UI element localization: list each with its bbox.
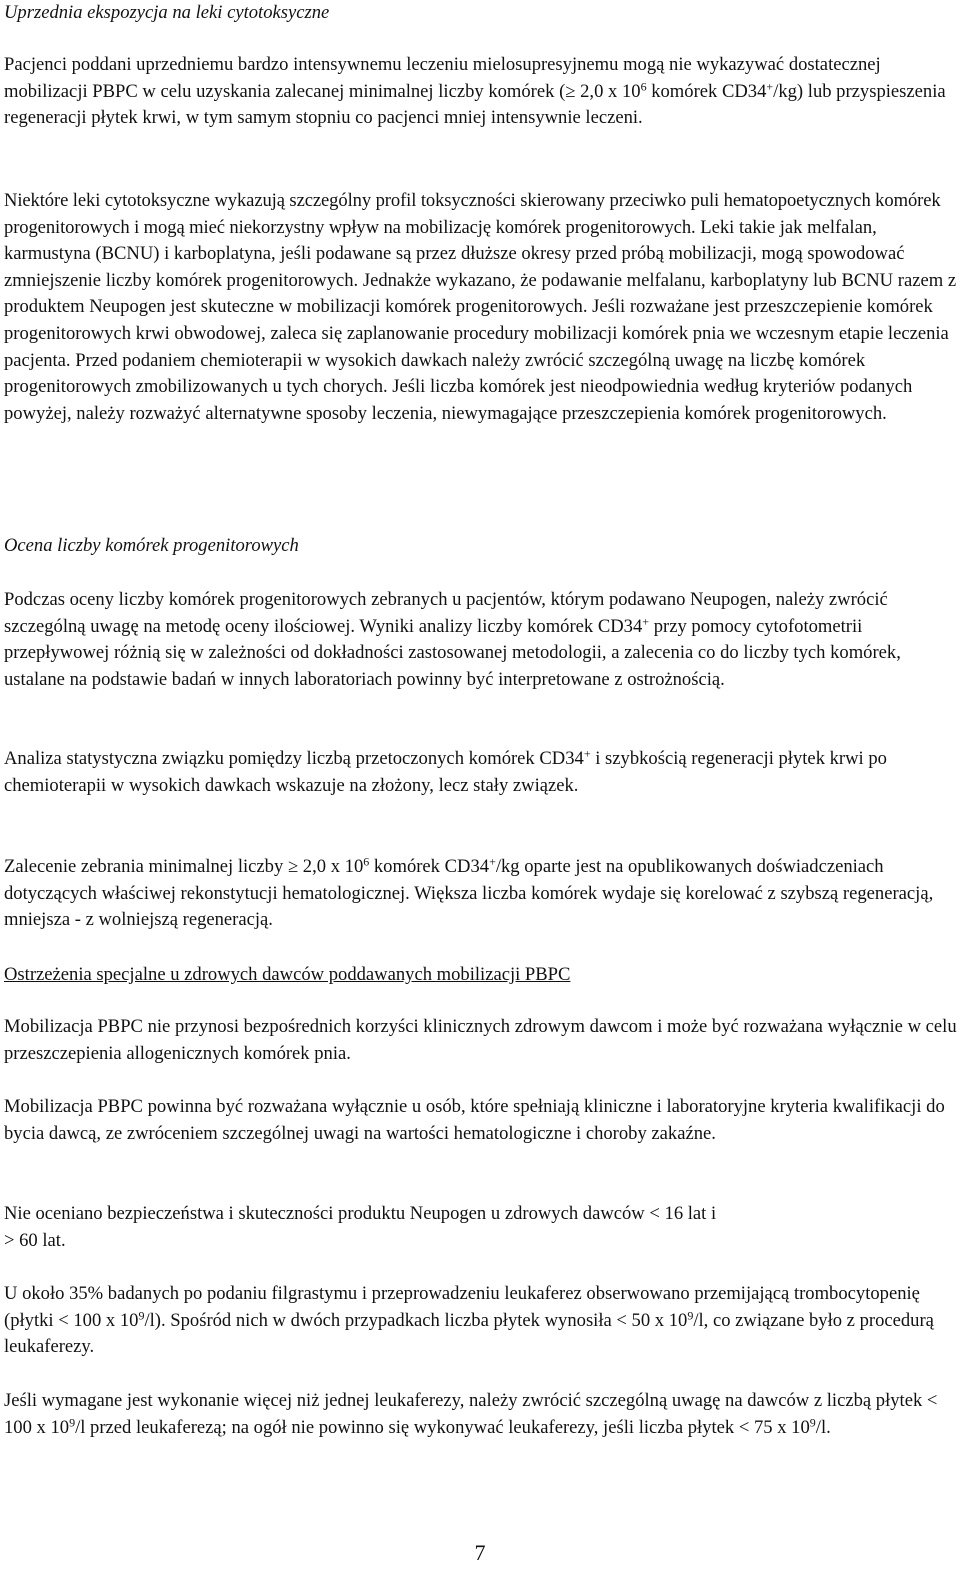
text-run: U około 35% badanych po podaniu filgrastymu i przeprowadzeniu leukaferez obserwowano przemijającą trombocytopenię (płytki < 100 x 10: [4, 1283, 920, 1331]
page-number: 7: [474, 1540, 486, 1565]
text-run: Leki takie jak melfalan, karmustyna (BCNU) i karboplatyna, jeśli podawane są przez dłuższe okresy przed próbą mobilizacji, mogą spowodować zmniejszenie liczby komórek progenitorowych. Jednakże wykazano, że podawanie melfalanu, karboplatyny lub BCNU razem z produktem Neupogen jest skuteczne w mobilizacji komórek progenitorowych. Jeśli rozważane jest przeszczepienie komórek progenitorowych krwi obwodowej, zaleca się zaplanowanie procedury mobilizacji komórek pnia we wczesnym etapie leczenia pacjenta. Przed podaniem chemioterapii w wysokich dawkach należy zwrócić szczególną uwagę na liczbę komórek progenitorowych zmobilizowanych u tych chorych. Jeśli liczba komórek jest nieodpowiednia według kryteriów podanych powyżej, należy rozważyć alternatywne sposoby leczenia, niewymagające przeszczepienia komórek progenitorowych.: [4, 216, 957, 424]
paragraph-no-clinical-benefit: Mobilizacja PBPC nie przynosi bezpośrednich korzyści klinicznych zdrowym dawcom i może być rozważana wyłącznie w celu przeszczepienia allogenicznych komórek pnia.: [4, 1016, 957, 1064]
text-run: /l). Spośród nich w dwóch przypadkach liczba płytek wynosiła < 50 x 10: [144, 1309, 688, 1331]
text-run: Nie oceniano bezpieczeństwa i skuteczności produktu Neupogen u zdrowych dawców < 16 lat i: [4, 1203, 717, 1224]
text-run: /l, co związane było z procedurą leukaferezy.: [4, 1309, 934, 1358]
superscript: +: [642, 614, 650, 628]
paragraph-donor-criteria: Mobilizacja PBPC powinna być rozważana wyłącznie u osób, które spełniają kliniczne i laboratoryjne kryteria kwalifikacji do bycia dawcą, ze zwróceniem szczególnej uwagi na wartości hematologiczne i choroby zakaźne.: [4, 1096, 945, 1144]
text-run: Podczas oceny liczby komórek progenitorowych zebranych u pacjentów, którym podawano Neupogen, należy zwrócić szczególną uwagę na metodę oceny ilościowej. Wyniki analizy liczby komórek CD34: [4, 589, 888, 637]
superscript: +: [583, 746, 591, 761]
section-heading-healthy-donors: Ostrzeżenia specjalne u zdrowych dawców poddawanych mobilizacji PBPC: [4, 964, 571, 985]
text-run: komórek CD34: [369, 856, 490, 877]
text-run: /kg oparte jest na opublikowanych doświadczeniach dotyczących właściwej rekonstytucji hematologicznej. Większa liczba komórek wydaje się korelować z szybszą regeneracją, mniejsza - z wolniejszą regeneracją.: [4, 856, 934, 931]
text-run-sans: Niektóre leki cytotoksyczne wykazują szczególny profil toksyczności skierowany przeciwko puli hematopoetycznych komórek progenitorowych i mogą mieć niekorzystny wpływ na mobilizację komórek progenitorowych.: [4, 190, 941, 238]
section-heading-cytotoxic-exposure: Uprzednia ekspozycja na leki cytotoksyczne: [4, 2, 330, 23]
paragraph-thrombocytopenia: [4, 1281, 958, 1361]
superscript: 6: [363, 854, 370, 869]
text-run: przy pomocy cytofotometrii przepływowej różnią się w zależności od dokładności zastosowanej metodologii, a zalecenia co do liczby tych komórek, ustalane na podstawie badań w innych laboratoriach powinny być interpretowane z ostrożnością.: [4, 615, 901, 690]
superscript: 9: [809, 1415, 816, 1429]
geq-symbol: ≥: [565, 80, 576, 102]
section-heading-progenitor-count: Ocena liczby komórek progenitorowych: [4, 535, 299, 556]
text-run: /l.: [815, 1416, 831, 1438]
text-run: Jeśli wymagane jest wykonanie więcej niż jednej leukaferezy, należy zwrócić szczególną uwagę na dawców z liczbą płytek < 100 x 10: [4, 1390, 938, 1438]
superscript: 9: [687, 1308, 694, 1322]
text-run: /l przed leukaferezą; na ogół nie powinno się wykonywać leukaferezy, jeśli liczba płytek < 75 x 10: [75, 1416, 810, 1438]
superscript: 9: [138, 1308, 145, 1322]
text-run: > 60 lat.: [4, 1229, 66, 1251]
paragraph-statistical-analysis: [4, 746, 958, 799]
text-run: Analiza statystyczna związku pomiędzy liczbą przetoczonych komórek CD34: [4, 748, 584, 769]
superscript: 9: [69, 1415, 76, 1429]
paragraph-count-assessment: [4, 587, 958, 693]
text-run: /kg) lub przyspieszenia regeneracji płytek krwi, w tym samym stopniu co pacjenci mniej intensywnie leczeni.: [4, 80, 946, 129]
text-run: Zalecenie zebrania minimalnej liczby: [4, 856, 288, 877]
text-run: i szybkością regeneracji płytek krwi po chemioterapii w wysokich dawkach wskazuje na złożony, lecz stały związek.: [4, 748, 887, 796]
text-run: 2,0 x 10: [575, 80, 641, 102]
text-run: komórek CD34: [646, 80, 767, 102]
paragraph-cytotoxic-drugs: [4, 188, 958, 427]
text-run: 2,0 x 10: [298, 856, 364, 877]
geq-symbol: ≥: [287, 856, 299, 877]
paragraph-multiple-leukapheresis: [4, 1388, 958, 1441]
text-run: Pacjenci poddani uprzedniemu bardzo intensywnemu leczeniu mielosupresyjnemu mogą nie wykazywać dostatecznej mobilizacji PBPC w celu uzyskania zalecanej minimalnej liczby komórek (: [4, 54, 881, 102]
paragraph-age-safety: [4, 1201, 958, 1254]
superscript: 6: [640, 79, 647, 93]
paragraph-intensive-treatment: [4, 52, 958, 132]
paragraph-minimum-recommendation: [4, 854, 958, 934]
superscript: +: [489, 854, 496, 869]
superscript: +: [766, 79, 774, 93]
